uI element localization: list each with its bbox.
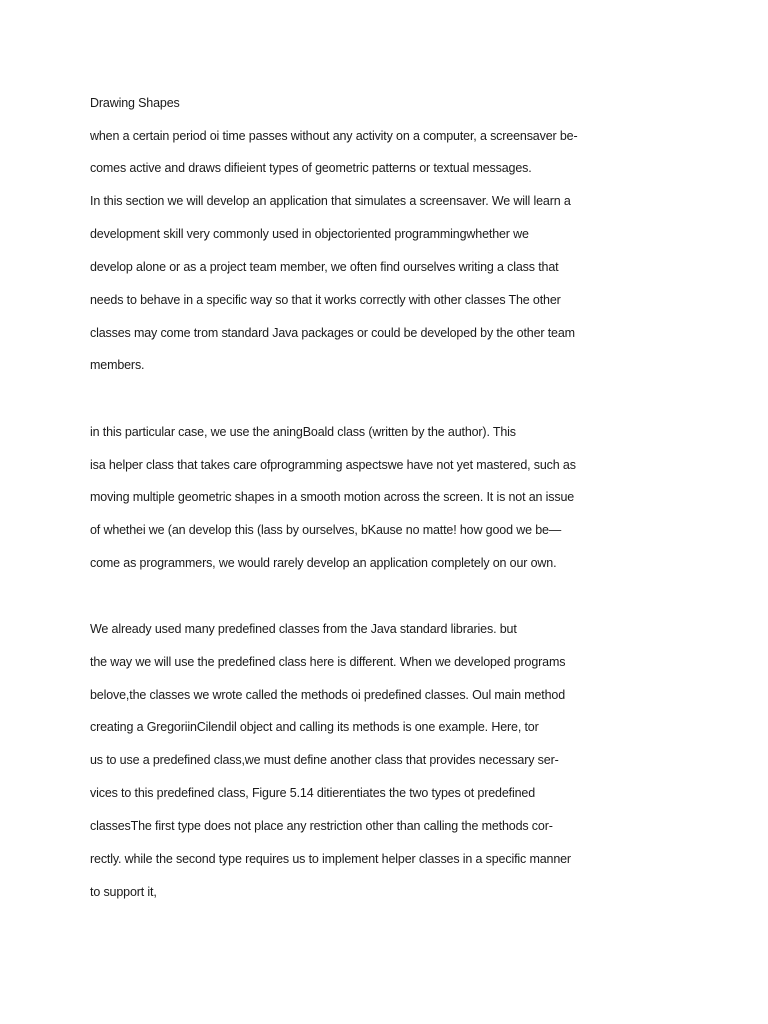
text-line: isa helper class that takes care ofprogramming aspectswe have not yet mastered, such as	[90, 458, 576, 472]
text-line: develop alone or as a project team member, we often find ourselves writing a class that	[90, 260, 559, 274]
text-line: come as programmers, we would rarely develop an application completely on our own.	[90, 556, 557, 570]
text-line: rectly. while the second type requires us to implement helper classes in a specific manner	[90, 852, 571, 866]
text-line: comes active and draws difieient types of geometric patterns or textual messages.	[90, 161, 532, 175]
text-line: us to use a predefined class,we must define another class that provides necessary ser-	[90, 753, 559, 767]
text-line: In this section we will develop an application that simulates a screensaver. We will learn a	[90, 194, 571, 208]
text-line: classes may come trom standard Java packages or could be developed by the other team	[90, 326, 575, 340]
text-line: moving multiple geometric shapes in a smooth motion across the screen. It is not an issue	[90, 490, 575, 504]
text-line: development skill very commonly used in objectoriented programmingwhether we	[90, 227, 529, 241]
text-line: We already used many predefined classes from the Java standard libraries. but	[90, 622, 517, 636]
text-line: in this particular case, we use the aningBoald class (written by the author). This	[90, 425, 516, 439]
text-line: creating a GregoriinCilendil object and calling its methods is one example. Here, tor	[90, 720, 539, 734]
document-title: Drawing Shapes	[90, 96, 180, 110]
text-line: vices to this predefined class, Figure 5.14 ditierentiates the two types ot predefined	[90, 786, 535, 800]
text-line: when a certain period oi time passes without any activity on a computer, a screensaver be-	[90, 129, 578, 143]
text-line: needs to behave in a specific way so that it works correctly with other classes The other	[90, 293, 561, 307]
text-line: belove,the classes we wrote called the methods oi predefined classes. Oul main method	[90, 688, 566, 702]
text-line: classesThe first type does not place any restriction other than calling the methods cor-	[90, 819, 553, 833]
text-line: the way we will use the predefined class here is different. When we developed programs	[90, 655, 566, 669]
text-line: to support it,	[90, 885, 157, 899]
text-line: of whethei we (an develop this (lass by ourselves, bKause no matte! how good we be—	[90, 523, 562, 537]
text-line: members.	[90, 358, 145, 372]
